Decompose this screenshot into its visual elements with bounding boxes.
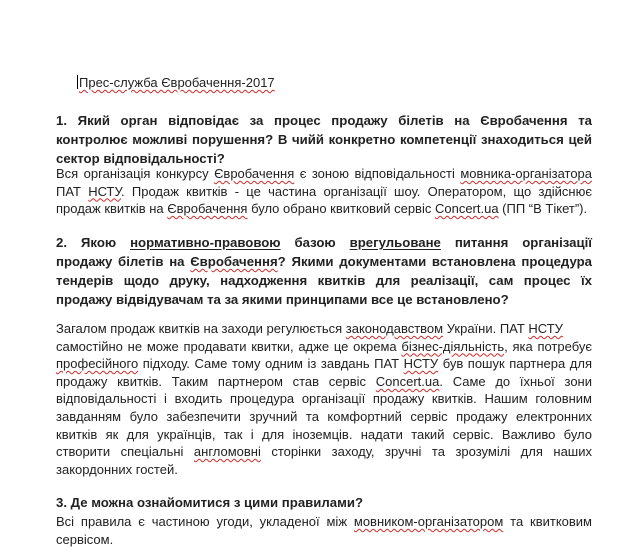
- question-2: [56, 233, 592, 309]
- question-1-line: 1. Який орган відповідає за процес продажу білетів на Євробачення та: [56, 113, 592, 128]
- answer-2-line: створити спеціальні англомовні сторінки заходу, зручні та зрозумілі для наших: [56, 444, 592, 460]
- answer-1: [56, 165, 592, 218]
- answer-2-line: професійного підходу. Саме тому одним із завдань ПАТ НСТУ був пошук партнера для: [56, 356, 592, 372]
- answer-2-line: Загалом продаж квитків на заходи регулюється законодавством України. ПАТ НСТУ: [56, 321, 563, 336]
- question-2-line: продажу відвідувачам та за якими принципами все це встановлено?: [56, 292, 509, 307]
- document-header: [77, 75, 275, 90]
- answer-2-line: продажу квитків. Таким партнером став сервіс Concert.ua. Саме до їхньої зони: [56, 373, 593, 389]
- text-cursor: [77, 75, 78, 89]
- question-1-line: сектор відповідальності?: [56, 151, 225, 166]
- answer-3-line: Всі правила є частиною угоди, укладеної між мовником-організатором та квитковим: [56, 514, 592, 529]
- answer-1-line: ПАТ НСТУ. Продаж квитків - це частина організації шоу. Оператором, що здійснює: [56, 183, 592, 199]
- header-text: Прес-служба Євробачення-2017: [79, 75, 275, 90]
- answer-2: [56, 320, 592, 478]
- question-2-line: 2. Якою нормативно-правовою базою врегульоване питання організації: [56, 235, 592, 250]
- question-1: [56, 111, 592, 168]
- answer-3-line: сервісом.: [56, 531, 114, 547]
- question-3: [56, 493, 592, 512]
- answer-3: [56, 513, 592, 548]
- answer-1-line: Вся організація конкурсу Євробачення є зоною відповідальності мовника-організатора: [56, 166, 593, 181]
- question-3-line: 3. Де можна ознайомитися з цими правилами?: [56, 495, 363, 510]
- answer-2-line: відповідальності і входить процедура організації продажу квитків. Нашим головним: [56, 391, 592, 407]
- answer-2-line: самостійно не може продавати квитки, адже це окрема бізнес-діяльність, яка потребує: [56, 338, 592, 354]
- answer-1-line: продаж квитків на Євробачення було обрано квитковий сервіс Concert.ua (ПП “В Тікет”).: [56, 201, 588, 217]
- question-2-line: тендерів щодо друку, надходження квитків для реалізації, сам процес їх: [56, 273, 592, 288]
- question-2-line: продажу білетів на Євробачення? Якими документами встановлена процедура: [56, 254, 592, 269]
- answer-2-line: закордонних гостей.: [56, 461, 178, 477]
- answer-2-line: квитків як для українців, так і для іноземців. надати такий сервіс. Важливо було: [56, 426, 592, 442]
- question-1-line: контролює можливі порушення? В чийй конкретно компетенції знаходиться цей: [56, 132, 592, 147]
- answer-2-line: завданням було забезпечити зручний та комфортний сервіс продажу електронних: [56, 408, 592, 424]
